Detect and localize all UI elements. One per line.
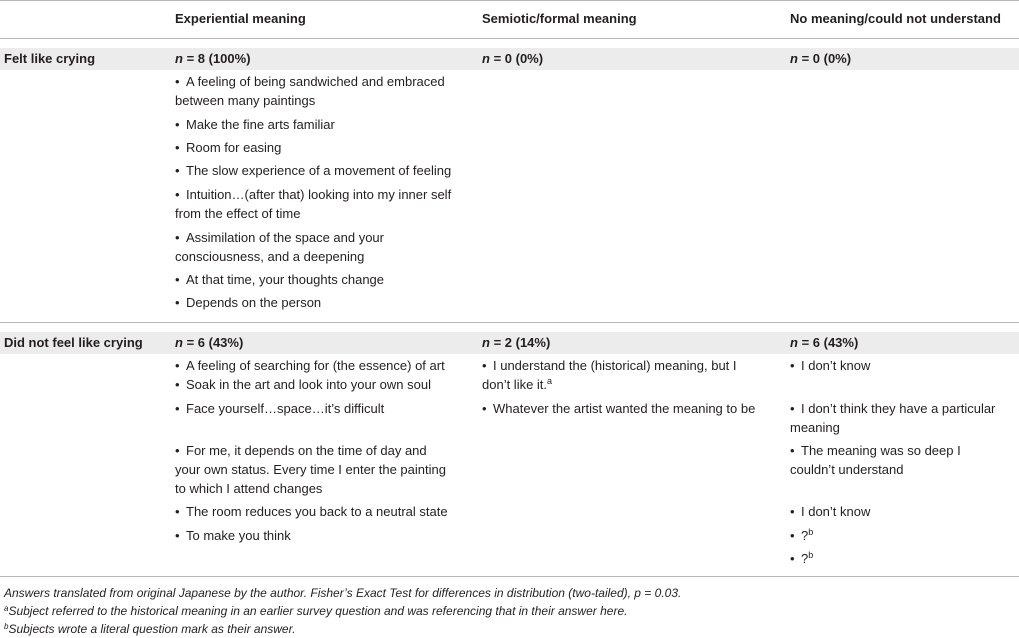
list-item: • Whatever the artist wanted the meaning to be	[482, 401, 756, 416]
list-item: • A feeling of searching for (the essence) of art	[175, 358, 445, 373]
list-item: • Assimilation of the space and your consciousness, and a deepening	[175, 230, 384, 264]
table-bottom-rule	[0, 576, 1019, 577]
list-item: • Room for easing	[175, 140, 282, 155]
n-count-not-semiotic: n = 2 (14%)	[482, 335, 551, 350]
row-label-did-not-cry: Did not feel like crying	[4, 335, 143, 350]
header-rule	[0, 38, 1019, 39]
list-item: • I don’t think they have a particular meaning	[790, 401, 996, 435]
list-item: • To make you think	[175, 528, 291, 543]
list-item: • ?$^b$	[790, 527, 814, 543]
list-item: • Face yourself…space…it’s difficult	[175, 401, 385, 416]
list-item: • ?$^b$	[790, 550, 814, 566]
list-item: • A feeling of being sandwiched and embraced between many paintings	[175, 74, 445, 108]
table-note: Answers translated from original Japanese by the author. Fisher’s Exact Test for differences in distribution (two-tailed), p = 0.03.	[4, 586, 682, 600]
list-item: • The slow experience of a movement of feeling	[175, 163, 452, 178]
n-count-not-experiential: n = 6 (43%)	[175, 335, 244, 350]
list-item: • For me, it depends on the time of day and your own status. Every time I enter the painting to which I attend changes	[175, 443, 446, 496]
column-header-experiential: Experiential meaning	[175, 11, 306, 26]
list-item: • Intuition…(after that) looking into my inner self from the effect of time	[175, 187, 452, 221]
n-count-felt-no-meaning: n = 0 (0%)	[790, 51, 852, 66]
footnote-b: $^b$Subjects wrote a literal question mark as their answer.	[4, 622, 296, 636]
footnote-a: $^a$Subject referred to the historical meaning in an earlier survey question and was referencing that in their answer here.	[4, 604, 628, 618]
row-label-felt-crying: Felt like crying	[4, 51, 96, 66]
footnote-marker-b: b	[808, 550, 814, 560]
row-separator-rule	[0, 322, 1019, 323]
n-count-felt-semiotic: n = 0 (0%)	[482, 51, 544, 66]
footnote-marker-b: b	[808, 527, 814, 537]
list-item: • Make the fine arts familiar	[175, 117, 335, 132]
table-top-rule	[0, 0, 1019, 1]
n-count-not-no-meaning: n = 6 (43%)	[790, 335, 859, 350]
n-count-felt-experiential: n = 8 (100%)	[175, 51, 251, 66]
list-item: • I don’t know	[790, 504, 871, 519]
list-item: • I understand the (historical) meaning, but I don’t like it.$^a$	[482, 358, 737, 392]
column-header-semiotic: Semiotic/formal meaning	[482, 11, 637, 26]
list-item: • Soak in the art and look into your own soul	[175, 377, 431, 392]
list-item: • The room reduces you back to a neutral state	[175, 504, 448, 519]
list-item: • I don’t know	[790, 358, 871, 373]
footnote-marker-a: a	[547, 376, 553, 386]
list-item: • Depends on the person	[175, 295, 322, 310]
list-item: • The meaning was so deep I couldn’t understand	[790, 443, 961, 477]
list-item: • At that time, your thoughts change	[175, 272, 385, 287]
column-header-no-meaning: No meaning/could not understand	[790, 11, 1001, 26]
